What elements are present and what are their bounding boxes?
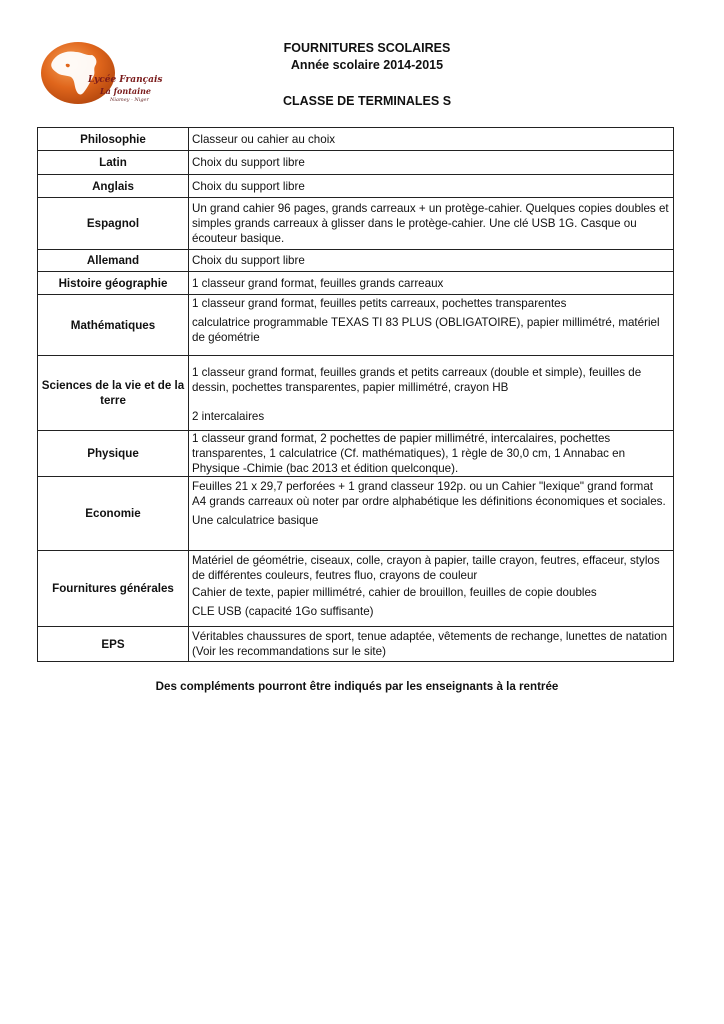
- table-row: [38, 175, 674, 198]
- items-cell: [189, 295, 674, 356]
- subject-cell: Espagnol: [38, 198, 189, 250]
- items-cell: [189, 551, 674, 627]
- items-cell: [189, 198, 674, 250]
- item-text: calculatrice programmable TEXAS TI 83 PLUS (OBLIGATOIRE), papier millimétré, matériel de géométrie: [192, 316, 660, 344]
- item-text: Choix du support libre: [192, 179, 305, 193]
- logo-text-line1: Lycée Français: [88, 75, 163, 85]
- item-text: 1 classeur grand format, 2 pochettes de papier millimétré, intercalaires, pochettes transparentes, 1 calculatrice (Cf. mathématiques), 1 règle de 30,0 cm, 1 Annabac en Physique -Chimie (bac 2013 et édition quelconque).: [192, 432, 626, 475]
- supplies-table: [37, 127, 674, 662]
- subject-cell: Mathématiques: [38, 295, 189, 356]
- item-text: 1 classeur grand format, feuilles petits carreaux, pochettes transparentes: [192, 297, 567, 310]
- item-text: Une calculatrice basique: [192, 514, 319, 527]
- item-text: Matériel de géométrie, ciseaux, colle, crayon à papier, taille crayon, feutres, effaceur, stylos de différentes couleurs, feutres fluo, crayons de couleur: [192, 554, 660, 582]
- item-text: Classeur ou cahier au choix: [192, 132, 336, 146]
- items-cell: [189, 128, 674, 151]
- item-text: Véritables chaussures de sport, tenue adaptée, vêtements de rechange, lunettes de natation (Voir les recommandations sur le site): [192, 630, 668, 658]
- table-row: [38, 477, 674, 551]
- item-text: Choix du support libre: [192, 254, 305, 267]
- table-row: [38, 356, 674, 431]
- items-cell: [189, 431, 674, 477]
- table-row: [38, 551, 674, 627]
- items-cell: [189, 151, 674, 175]
- items-cell: [189, 175, 674, 198]
- table-row: [38, 198, 674, 250]
- subject-cell: Economie: [38, 477, 189, 551]
- subject-cell: Allemand: [38, 250, 189, 272]
- table-row: [38, 627, 674, 662]
- items-cell: [189, 627, 674, 662]
- subject-cell: Fournitures générales: [38, 551, 189, 627]
- table-row: [38, 272, 674, 295]
- table-row: [38, 431, 674, 477]
- document-title: FOURNITURES SCOLAIRES: [283, 41, 451, 55]
- logo-text-line3: Niamey - Niger: [110, 97, 149, 103]
- subject-cell: Histoire géographie: [38, 272, 189, 295]
- subject-cell: EPS: [38, 627, 189, 662]
- subject-cell: Sciences de la vie et de la terre: [38, 356, 189, 431]
- table-row: [38, 295, 674, 356]
- item-text: 1 classeur grand format, feuilles grands et petits carreaux (double et simple), feuilles de dessin, pochettes transparentes, papier millimétré, crayon HB: [192, 366, 642, 394]
- item-text: CLE USB (capacité 1Go suffisante): [192, 605, 374, 618]
- class-title: CLASSE DE TERMINALES S: [282, 94, 452, 108]
- items-cell: [189, 250, 674, 272]
- item-text: Choix du support libre: [192, 156, 305, 169]
- items-cell: [189, 356, 674, 431]
- school-year: Année scolaire 2014-2015: [290, 58, 444, 72]
- item-text: Cahier de texte, papier millimétré, cahier de brouillon, feuilles de copie doubles: [192, 586, 597, 599]
- logo-text-line2: La fontaine: [100, 86, 152, 96]
- footer-note: Des compléments pourront être indiqués par les enseignants à la rentrée: [155, 680, 559, 693]
- item-text: Feuilles 21 x 29,7 perforées + 1 grand classeur 192p. ou un Cahier "lexique" grand format A4 grands carreaux où noter par ordre alphabétique les définitions économiques et sociales.: [192, 480, 666, 508]
- table-row: [38, 250, 674, 272]
- subject-cell: Latin: [38, 151, 189, 175]
- items-cell: [189, 272, 674, 295]
- table-row: [38, 151, 674, 175]
- subject-cell: Physique: [38, 431, 189, 477]
- item-text: 2 intercalaires: [192, 410, 265, 423]
- items-cell: [189, 477, 674, 551]
- item-text: 1 classeur grand format, feuilles grands carreaux: [192, 276, 444, 290]
- subject-cell: Philosophie: [38, 128, 189, 151]
- subject-cell: Anglais: [38, 175, 189, 198]
- table-row: [38, 128, 674, 151]
- item-text: Un grand cahier 96 pages, grands carreaux + un protège-cahier. Quelques copies doubles et simples grands carreaux à glisser dans le protège-cahier. Une clé USB 1G. Casque ou écouteur basique.: [192, 202, 669, 245]
